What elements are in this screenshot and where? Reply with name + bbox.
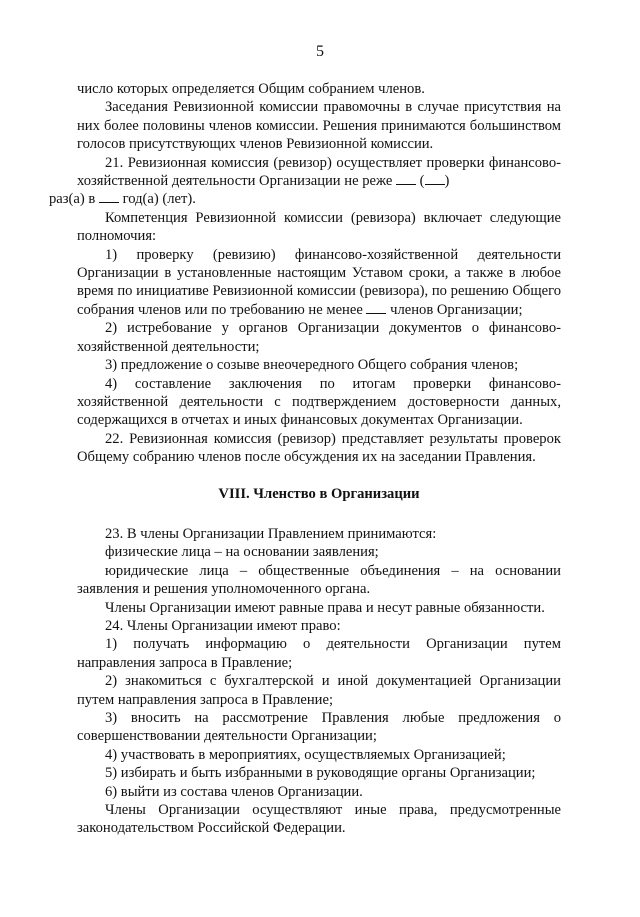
- fill-blank: [99, 190, 119, 203]
- paragraph: число которых определяется Общим собранием членов.: [77, 81, 425, 97]
- paragraph-text: членов Организации;: [390, 301, 523, 318]
- paragraph: 23. В члены Организации Правлением принимаются:: [105, 525, 437, 542]
- paragraph: Заседания Ревизионной комиссии правомочны в случае присутствия на них более половины членов комиссии. Решения принимаются большинством голосов присутствующих членов Ревизионной комиссии.: [77, 99, 561, 153]
- page-number: 5: [316, 43, 324, 60]
- fill-blank: [396, 172, 416, 185]
- paragraph: 24. Члены Организации имеют право:: [105, 617, 341, 634]
- paragraph: физические лица – на основании заявления;: [105, 544, 379, 561]
- paragraph-list-item: 1) получать информацию о деятельности Организации путем направления запроса в Правление;: [77, 636, 561, 671]
- paragraph-list-item: 3) вносить на рассмотрение Правления любые предложения о совершенствовании деятельности Организации;: [77, 710, 561, 745]
- fill-blank: [366, 301, 386, 314]
- paragraph: Члены Организации осуществляют иные права, предусмотренные законодательством Российской Федерации.: [77, 802, 561, 837]
- paragraph-list-item: 5) избирать и быть избранными в руководящие органы Организации;: [105, 765, 536, 782]
- paragraph-list-item: 4) составление заключения по итогам проверки финансово-хозяйственной деятельности с подтверждением достоверности данных, содержащихся в отчетах и иных финансовых документах Организации.: [77, 375, 561, 429]
- paragraph-text: 1) проверку (ревизию) финансово-хозяйственной деятельности Организации в установленные настоящим Уставом сроки, а также в любое время по инициативе Ревизионной комиссии (ревизора), по решению Общего собрания членов или по требованию не менее: [77, 246, 561, 318]
- paragraph-list-item: 6) выйти из состава членов Организации.: [105, 783, 363, 800]
- paragraph-list-item: 3) предложение о созыве внеочередного Общего собрания членов;: [105, 357, 519, 374]
- paren-open: (: [419, 173, 425, 190]
- fill-blank: [425, 172, 445, 185]
- paragraph-list-item: 2) истребование у органов Организации документов о финансово-хозяйственной деятельности;: [77, 320, 561, 355]
- paragraph: юридические лица – общественные объединения – на основании заявления и решения уполномоченного органа.: [77, 562, 561, 598]
- paren-close: ): [444, 173, 450, 190]
- paragraph-list-item: 4) участвовать в мероприятиях, осуществляемых Организацией;: [105, 746, 506, 763]
- paragraph: Члены Организации имеют равные права и несут равные обязанности.: [105, 599, 545, 616]
- paragraph-text: год(а) (лет).: [122, 191, 196, 208]
- document-body: [49, 80, 561, 838]
- paragraph-text: раз(а) в: [49, 191, 96, 208]
- paragraph-audit-frequency: [49, 154, 561, 209]
- paragraph: 22. Ревизионная комиссия (ревизор) представляет результаты проверок Общему собранию членов после обсуждения их на заседании Правления.: [77, 430, 561, 466]
- section-heading: VIII. Членство в Организации: [218, 485, 420, 502]
- paragraph-list-item: 2) знакомиться с бухгалтерской и иной документацией Организации путем направления запроса в Правление;: [77, 673, 561, 708]
- paragraph: Компетенция Ревизионной комиссии (ревизора) включает следующие полномочия:: [77, 209, 561, 245]
- paragraph-text: 21. Ревизионная комиссия (ревизор) осуществляет проверки финансово-хозяйственной деятельности Организации не реже: [77, 154, 561, 190]
- paragraph-list-item: [77, 246, 561, 320]
